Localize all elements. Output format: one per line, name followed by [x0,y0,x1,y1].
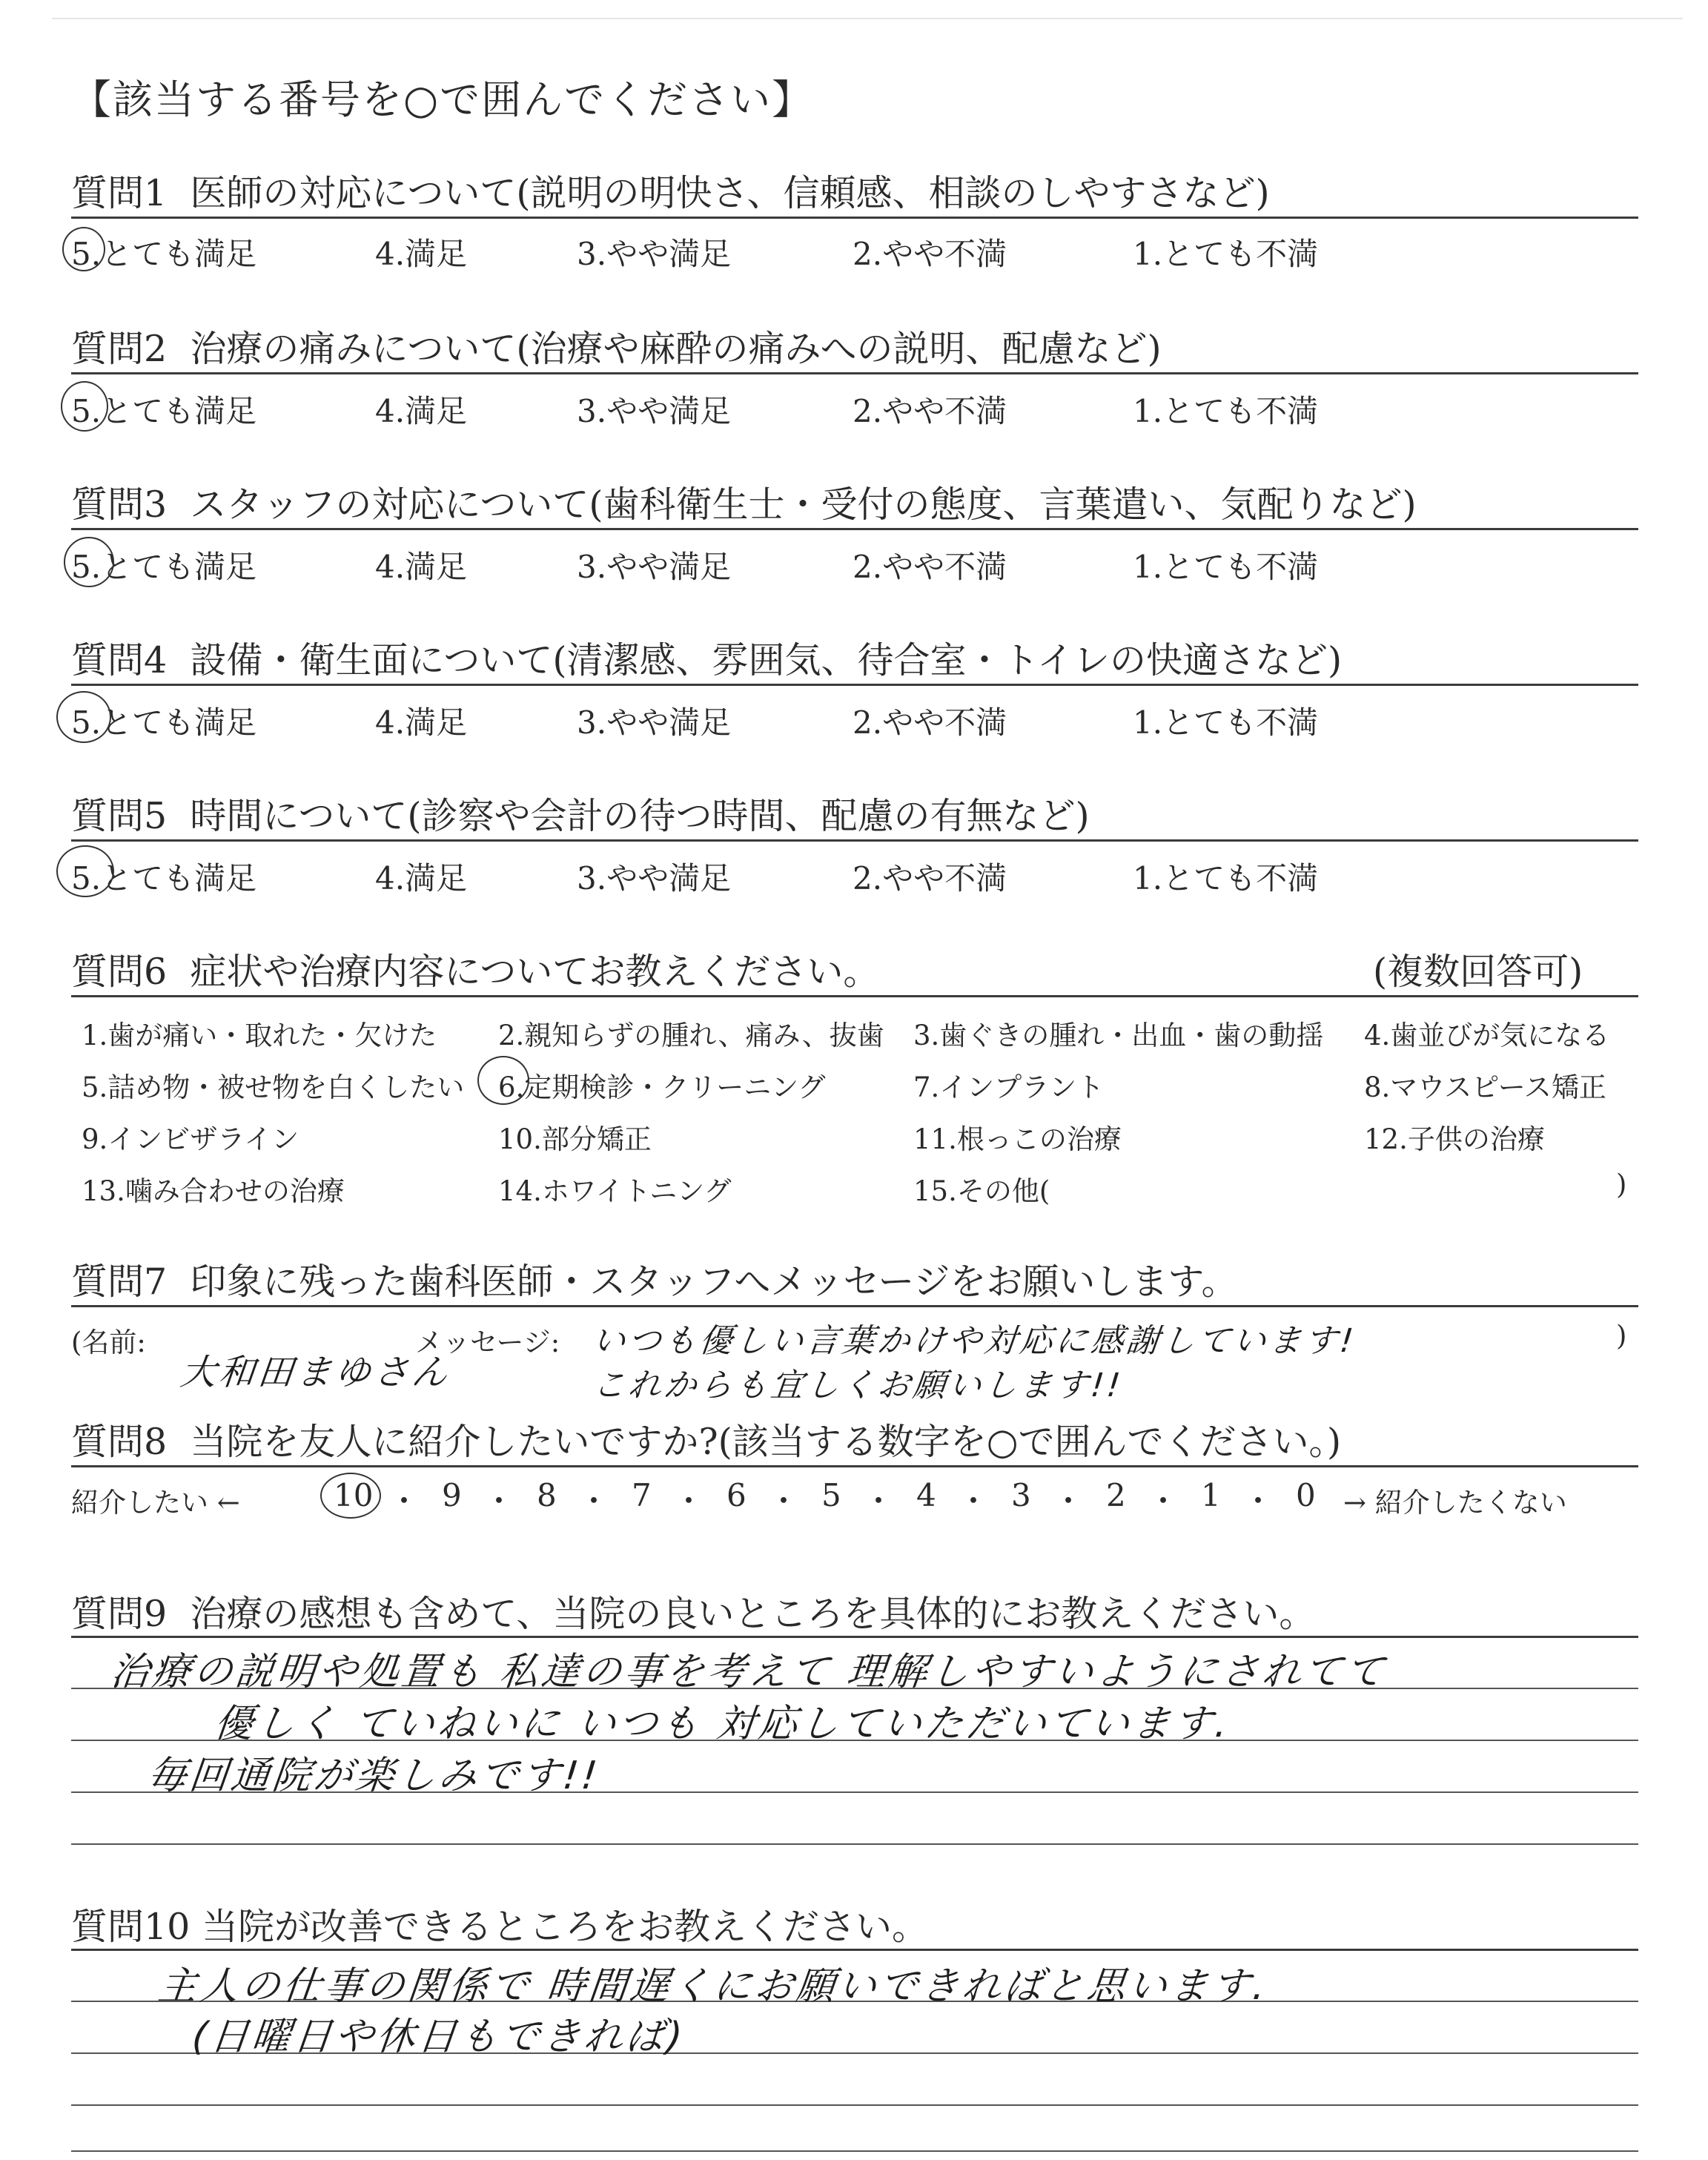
q9-answer-line-1: 治療の説明や処置も 私達の事を考えて 理解しやすいようにされてて [108,1650,1389,1694]
question-1-label: 質問1 [71,172,168,214]
scale-1[interactable]: 1 [1201,1477,1221,1513]
q5-option-5[interactable]: 5.とても満足 [71,860,257,896]
q5-option-2[interactable]: 2.やや不満 [853,860,1007,896]
q1-option-1[interactable]: 1.とても不満 [1133,236,1319,272]
divider [71,1949,1638,1951]
divider [71,684,1638,686]
scale-dot: ・ [1148,1483,1179,1519]
question-7 [71,1253,1238,1305]
symptom-item-8[interactable]: 8.マウスピース矯正 [1364,1071,1606,1103]
q1-option-5[interactable]: 5.とても満足 [71,236,257,272]
q5-option-4[interactable]: 4.満足 [375,860,468,896]
q5-selection-circle [56,845,114,897]
q2-option-4[interactable]: 4.満足 [375,393,468,429]
question-8 [71,1413,1341,1465]
q5-option-3[interactable]: 3.やや満足 [577,860,732,896]
symptom-item-15[interactable]: 15.その他( [913,1175,1050,1207]
q3-option-5[interactable]: 5.とても満足 [71,549,257,585]
question-5-text: 時間について(診察や会計の待つ時間、配慮の有無など) [190,795,1090,837]
question-5 [71,787,1090,839]
q6-selection-circle [477,1056,529,1105]
q9-answer-line-3: 毎回通院が楽しみです!! [145,1754,603,1798]
q3-option-4[interactable]: 4.満足 [375,549,468,585]
question-10 [71,1898,928,1950]
divider [71,1636,1638,1638]
divider [71,1305,1638,1307]
q2-option-1[interactable]: 1.とても不満 [1133,393,1319,429]
symptom-item-6[interactable]: 6.定期検診・クリーニング [498,1071,826,1103]
q4-option-2[interactable]: 2.やや不満 [853,704,1007,741]
symptom-item-3[interactable]: 3.歯ぐきの腫れ・出血・歯の動揺 [913,1020,1324,1051]
question-2-label: 質問2 [71,328,168,370]
scale-dot: ・ [673,1483,705,1519]
symptom-item-13[interactable]: 13.噛み合わせの治療 [82,1175,345,1207]
recommend-left-label: 紹介したい ← [71,1487,240,1519]
question-6 [71,943,879,995]
scale-8[interactable]: 8 [537,1477,557,1513]
scale-dot: ・ [768,1483,800,1519]
scale-dot: ・ [578,1483,610,1519]
q4-selection-circle [56,691,111,743]
divider [71,839,1638,842]
scale-3[interactable]: 3 [1011,1477,1031,1513]
scale-dot: ・ [958,1483,990,1519]
q4-option-4[interactable]: 4.満足 [375,704,468,741]
symptom-item-12[interactable]: 12.子供の治療 [1364,1123,1545,1155]
q8-selection-circle [320,1473,381,1519]
question-3 [71,476,1417,528]
q9-answer-line-2: 優しく ていねいに いつも 対応していただいています. [212,1702,1233,1746]
name-label: (名前: [71,1327,146,1358]
q10-answer-line-1: 主人の仕事の関係で 時間遅くにお願いできればと思います. [156,1964,1271,2009]
symptom-item-5[interactable]: 5.詰め物・被せ物を白くしたい [82,1071,465,1103]
question-9-text: 治療の感想も含めて、当院の良いところを具体的にお教えください。 [190,1593,1316,1635]
symptom-item-1[interactable]: 1.歯が痛い・取れた・欠けた [82,1020,437,1051]
symptom-item-2[interactable]: 2.親知らずの腫れ、痛み、抜歯 [498,1020,884,1051]
q2-option-3[interactable]: 3.やや満足 [577,393,732,429]
divider [71,372,1638,374]
q2-option-2[interactable]: 2.やや不満 [853,393,1007,429]
q3-option-2[interactable]: 2.やや不満 [853,549,1007,585]
handwritten-name: 大和田まゆさん [178,1352,453,1393]
question-1 [71,165,1270,217]
divider [71,217,1638,219]
question-4-text: 設備・衛生面について(清潔感、雰囲気、待合室・トイレの快適さなど) [190,639,1343,681]
top-border [52,18,1683,19]
scale-0[interactable]: 0 [1296,1477,1316,1513]
scale-dot: ・ [1242,1483,1274,1519]
q4-option-1[interactable]: 1.とても不満 [1133,704,1319,741]
page-title: 【該当する番号を○で囲んでください】 [71,76,814,123]
question-5-label: 質問5 [71,795,168,837]
scale-4[interactable]: 4 [916,1477,936,1513]
symptom-item-11[interactable]: 11.根っこの治療 [913,1123,1122,1155]
question-4 [71,632,1342,684]
question-9 [71,1585,1315,1637]
scale-10[interactable]: 10 [334,1477,374,1513]
recommend-right-label: → 紹介したくない [1343,1487,1567,1519]
q2-selection-circle [61,381,108,432]
question-6-text: 症状や治療内容についてお教えください。 [190,951,880,993]
q1-selection-circle [62,227,105,271]
scale-5[interactable]: 5 [821,1477,841,1513]
question-4-label: 質問4 [71,639,168,681]
scale-dot: ・ [388,1483,420,1519]
symptom-item-9[interactable]: 9.インビザライン [82,1123,299,1155]
q5-option-1[interactable]: 1.とても不満 [1133,860,1319,896]
q1-option-2[interactable]: 2.やや不満 [853,236,1007,272]
question-7-label: 質問7 [71,1261,168,1303]
scale-dot: ・ [863,1483,895,1519]
question-3-label: 質問3 [71,483,168,526]
symptom-item-7[interactable]: 7.インプラント [913,1071,1105,1103]
message-label: メッセージ: [415,1327,560,1358]
scale-dot: ・ [1053,1483,1085,1519]
scale-6[interactable]: 6 [726,1477,747,1513]
question-10-label: 質問10 [71,1906,191,1948]
scale-2[interactable]: 2 [1106,1477,1126,1513]
scale-dot: ・ [483,1483,515,1519]
q3-selection-circle [64,537,114,587]
scale-7[interactable]: 7 [632,1477,652,1513]
handwritten-message-line-2: これからも宜しくお願いします!! [590,1367,1125,1404]
q1-option-4[interactable]: 4.満足 [375,236,468,272]
answer-line [71,1843,1638,1845]
question-10-text: 当院が改善できるところをお教えください。 [201,1906,928,1948]
question-6-label: 質問6 [71,951,168,993]
symptom-item-10[interactable]: 10.部分矯正 [498,1123,652,1155]
symptom-item-14[interactable]: 14.ホワイトニング [498,1175,732,1207]
q10-answer-line-2: (日曜日や休日もできれば) [190,2015,688,2059]
question-2 [71,320,1162,372]
divider [71,528,1638,530]
message-close-paren: ) [1616,1320,1627,1352]
other-close-paren: ) [1616,1169,1627,1200]
symptom-item-4[interactable]: 4.歯並びが気になる [1364,1020,1610,1051]
q4-option-5[interactable]: 5.とても満足 [71,704,257,741]
question-9-label: 質問9 [71,1593,168,1635]
question-3-text: スタッフの対応について(歯科衛生士・受付の態度、言葉遣い、気配りなど) [190,483,1417,526]
question-7-text: 印象に残った歯科医師・スタッフへメッセージをお願いします。 [190,1261,1238,1303]
divider [71,995,1638,997]
multiple-answers-note: (複数回答可) [1373,951,1583,993]
handwritten-message-line-1: いつも優しい言葉かけや対応に感謝しています! [590,1322,1358,1360]
q3-option-1[interactable]: 1.とても不満 [1133,549,1319,585]
answer-line [71,2150,1638,2152]
divider [71,1465,1638,1467]
q4-option-3[interactable]: 3.やや満足 [577,704,732,741]
question-8-text: 当院を友人に紹介したいですか?(該当する数字を○で囲んでください。) [190,1421,1342,1463]
answer-line [71,2104,1638,2106]
scale-9[interactable]: 9 [442,1477,462,1513]
question-1-text: 医師の対応について(説明の明快さ、信頼感、相談のしやすさなど) [190,172,1270,214]
question-2-text: 治療の痛みについて(治療や麻酔の痛みへの説明、配慮など) [190,328,1162,370]
question-8-label: 質問8 [71,1421,168,1463]
q1-option-3[interactable]: 3.やや満足 [577,236,732,272]
q2-option-5[interactable]: 5.とても満足 [71,393,257,429]
q3-option-3[interactable]: 3.やや満足 [577,549,732,585]
